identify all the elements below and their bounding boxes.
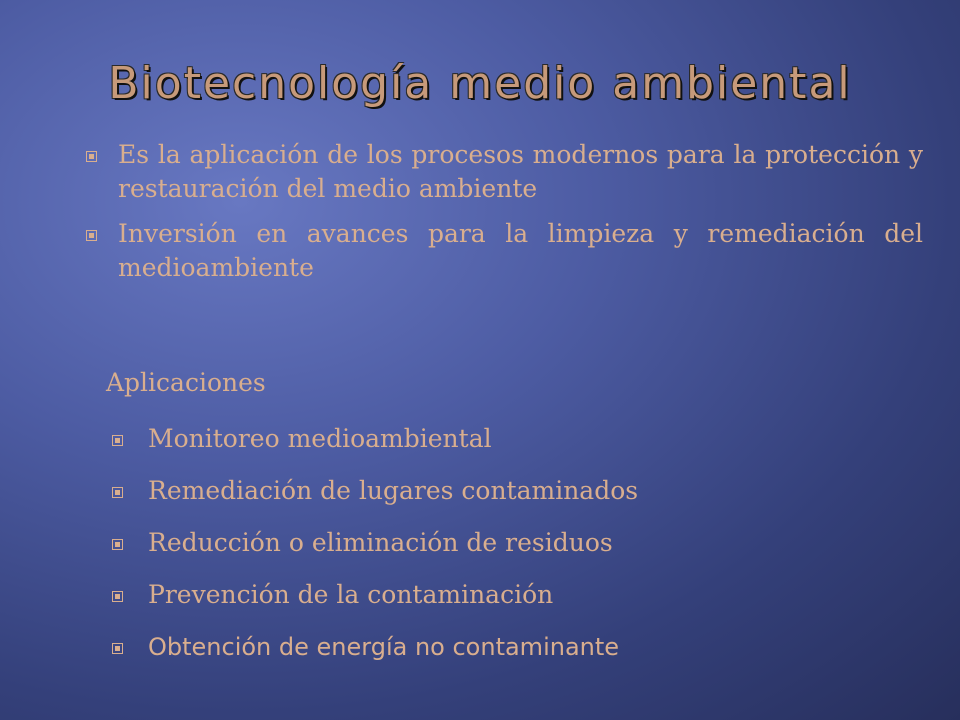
application-text: Reducción o eliminación de residuos bbox=[148, 528, 613, 557]
main-bullet-list bbox=[80, 138, 923, 296]
main-bullet-item bbox=[80, 138, 923, 206]
application-item bbox=[106, 629, 906, 681]
square-bullet-icon bbox=[112, 643, 123, 654]
application-text: Obtención de energía no contaminante bbox=[148, 633, 620, 661]
application-text: Remediación de lugares contaminados bbox=[148, 476, 639, 505]
main-bullet-item bbox=[80, 217, 923, 285]
square-bullet-icon bbox=[112, 487, 123, 498]
square-bullet-icon bbox=[112, 591, 123, 602]
application-item bbox=[106, 473, 906, 525]
slide-title: Biotecnología medio ambiental bbox=[108, 58, 852, 109]
square-bullet-icon bbox=[112, 435, 123, 446]
square-bullet-icon bbox=[86, 230, 97, 241]
applications-heading: Aplicaciones bbox=[106, 368, 266, 397]
main-bullet-text: Es la aplicación de los procesos modernos para la protección y restauración del medio ambiente bbox=[118, 140, 923, 203]
application-item bbox=[106, 421, 906, 473]
square-bullet-icon bbox=[86, 151, 97, 162]
main-bullet-text: Inversión en avances para la limpieza y remediación del medioambiente bbox=[118, 219, 923, 282]
application-item bbox=[106, 577, 906, 629]
applications-list bbox=[106, 421, 906, 681]
application-text: Prevención de la contaminación bbox=[148, 580, 554, 609]
application-text: Monitoreo medioambiental bbox=[148, 424, 492, 453]
square-bullet-icon bbox=[112, 539, 123, 550]
application-item bbox=[106, 525, 906, 577]
